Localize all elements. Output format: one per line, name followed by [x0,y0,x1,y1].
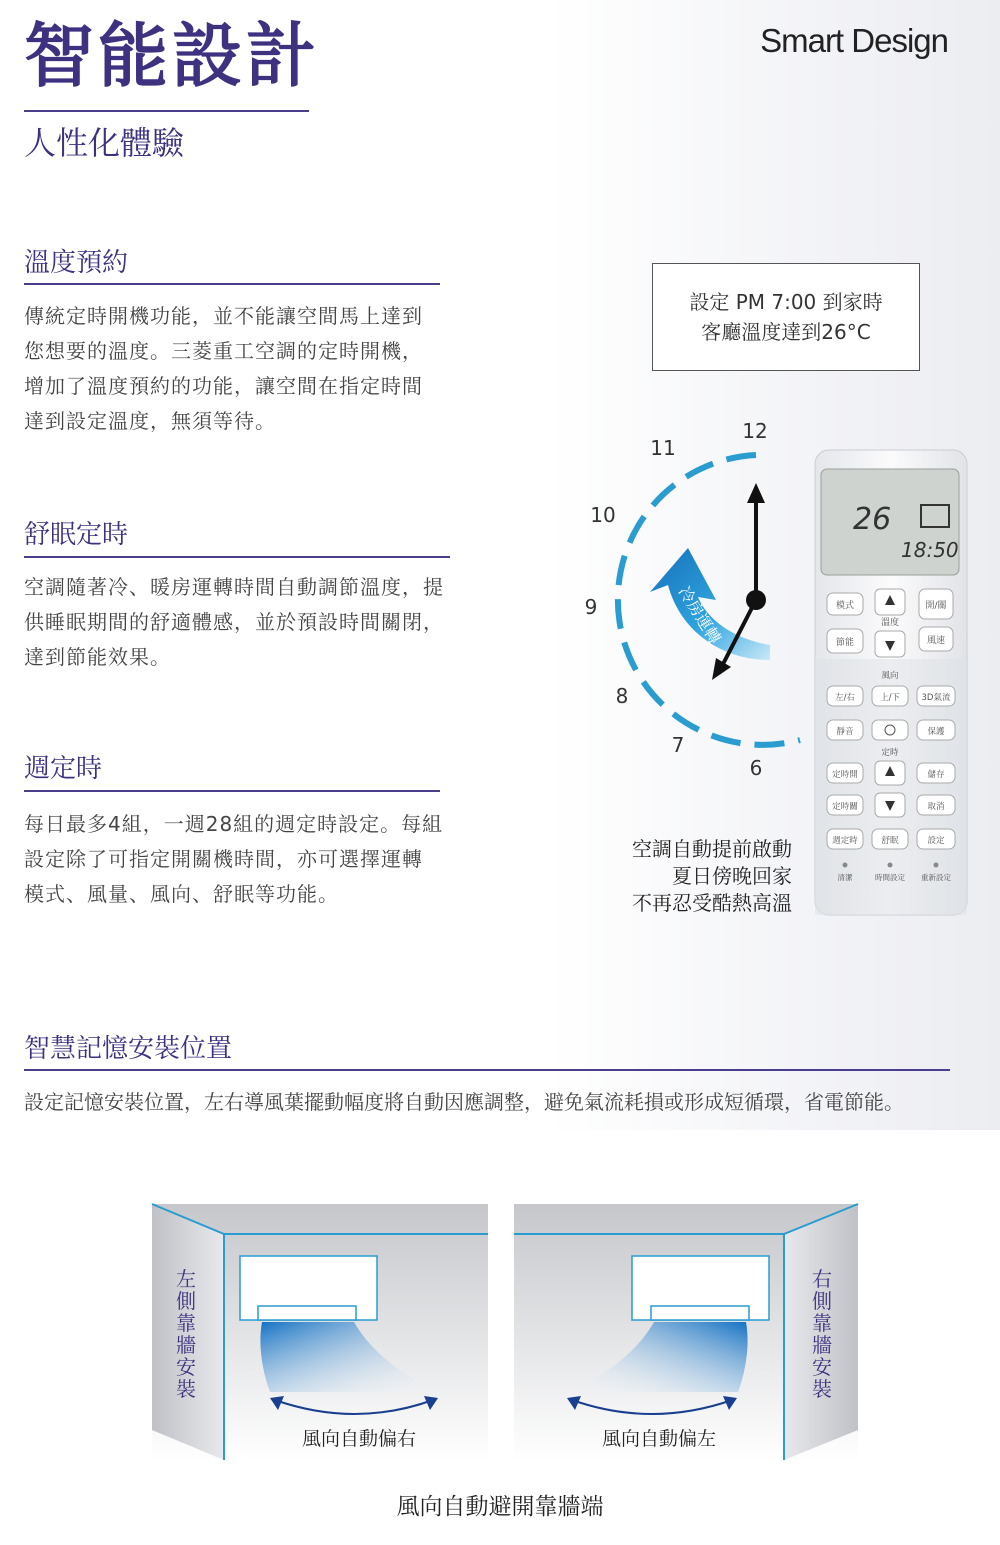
protect-button-label: 保護 [927,727,945,737]
cooling-arrow-label: 冷房運轉 [674,582,725,648]
section-divider [24,283,440,285]
text-line: 設定除了可指定開關機時間，亦可選擇運轉 [24,847,423,871]
callout-line: 設定 PM 7:00 到家時 [689,290,883,314]
clock-set-pinhole[interactable] [888,863,893,868]
remote-control [805,445,975,920]
section-heading-sleep-timer: 舒眠定時 [24,520,129,550]
text-line: 達到節能效果。 [24,645,171,669]
page-title: 智能設計 [24,15,320,97]
reset-label: 重新設定 [921,873,951,882]
text-line: 傳統定時開機功能，並不能讓空間馬上達到 [24,304,423,328]
clean-pinhole[interactable] [843,863,848,868]
cancel-button-label: 取消 [927,802,945,812]
text-line: 空調隨著冷、暖房運轉時間自動調節溫度，提 [24,575,444,599]
sleep-button-label: 舒眠 [881,836,899,846]
clock-hour-label: 10 [590,503,616,527]
section-text-temperature-reservation [24,299,423,439]
title-divider [24,110,309,112]
clock-hour-label: 12 [742,419,768,443]
caption-line: 夏日傍晚回家 [672,864,792,888]
section-divider [24,1069,950,1071]
text-line: 增加了溫度預約的功能，讓空間在指定時間 [24,374,423,398]
reset-pinhole[interactable] [934,863,939,868]
callout-line: 客廳溫度達到26°C [701,320,871,344]
left-right-button-label: 左/右 [835,693,855,703]
clock-hour-label: 6 [749,756,763,780]
lcd-temperature: 26 [853,502,892,537]
timer-label: 定時 [881,748,899,758]
store-button-label: 儲存 [927,770,945,780]
text-line: 達到設定溫度，無須等待。 [24,409,276,433]
install-description: 設定記憶安裝位置，左右導風葉擺動幅度將自動因應調整，避免氣流耗損或形成短循環，省電節能。 [24,1090,904,1114]
left-wall-label: 左側靠牆安裝 [176,1267,196,1401]
timer-off-button-label: 定時關 [832,802,858,812]
lcd-time: 18:50 [901,538,959,562]
right-diagram-caption: 風向自動偏左 [602,1428,717,1450]
fan-speed-button-label: 風速 [926,636,946,646]
character-button[interactable] [872,720,908,740]
ac-vent [651,1306,749,1320]
set-button-label: 設定 [927,836,945,846]
timer-on-button-label: 定時開 [832,770,858,780]
clock-caption [600,836,792,917]
text-line: 您想要的溫度。三菱重工空調的定時開機， [24,339,423,363]
clock-illustration [570,410,830,790]
section-heading-weekly-timer: 週定時 [24,754,103,784]
hour-hand-tip [712,658,731,680]
louver-label: 風向 [881,671,899,681]
clock-dashed-ring [615,455,800,745]
text-line: 模式、風量、風向、舒眠等功能。 [24,882,339,906]
3d-airflow-button-label: 3D氣流 [921,693,951,703]
clean-label: 清潔 [837,873,853,882]
up-down-button-label: 上/下 [880,693,900,703]
section-heading-temperature-reservation: 溫度預約 [24,248,129,278]
clock-center [746,590,766,610]
caption-line: 不再忍受酷熱高溫 [632,891,792,915]
ac-vent [258,1306,356,1320]
clock-hour-label: 11 [650,436,676,460]
text-line: 每日最多4組，一週28組的週定時設定。每組 [24,812,444,836]
section-heading-install-memory: 智慧記憶安裝位置 [24,1034,233,1064]
right-wall-label: 右側靠牆安裝 [812,1267,832,1401]
clock-hour-label: 9 [584,595,598,619]
section-divider [24,790,440,792]
power-button-label: 開/關 [925,601,947,611]
section-text-sleep-timer [24,570,444,675]
clock-set-label: 時間設定 [875,873,905,882]
section-text-weekly-timer [24,807,443,912]
minute-hand-tip [747,483,765,503]
temp-label: 溫度 [880,618,900,628]
english-title: Smart Design [760,22,948,59]
left-wall-room-diagram [150,1200,490,1462]
bottom-caption: 風向自動避開靠牆端 [396,1494,604,1520]
eco-button-label: 節能 [835,638,855,648]
section-divider [24,556,450,558]
timer-callout-box [652,263,920,371]
quiet-button-label: 靜音 [836,727,854,737]
mode-button-label: 模式 [835,601,855,611]
clock-hour-label: 8 [615,684,629,708]
caption-line: 空調自動提前啟動 [632,837,792,861]
text-line: 供睡眠期間的舒適體感，並於預設時間關閉， [24,610,444,634]
left-diagram-caption: 風向自動偏右 [302,1428,417,1450]
clock-hour-label: 7 [671,733,685,757]
weekly-timer-button-label: 週定時 [832,836,858,846]
page-subtitle: 人性化體驗 [24,124,185,162]
